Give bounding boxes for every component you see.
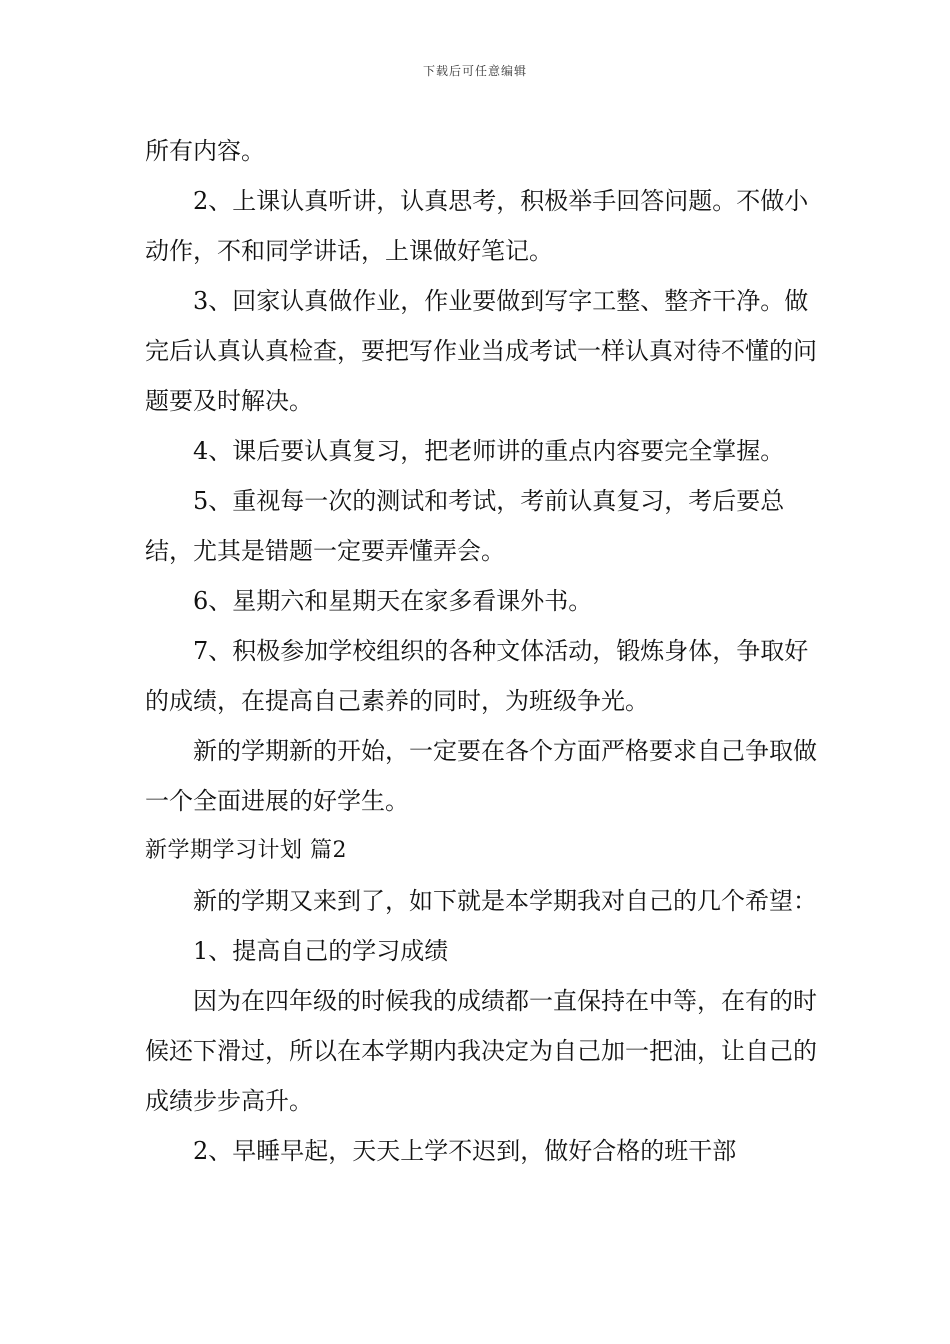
paragraph: 7、积极参加学校组织的各种文体活动，锻炼身体，争取好的成绩，在提高自己素养的同时，为班级争光。 [145, 637, 809, 715]
paragraph: 3、回家认真做作业，作业要做到写字工整、整齐干净。做完后认真认真检查，要把写作业当成考试一样认真对待不懂的问题要及时解决。 [145, 287, 817, 415]
paragraph: 新的学期又来到了，如下就是本学期我对自己的几个希望： [193, 887, 817, 915]
page-header: 下载后可任意编辑 [422, 64, 527, 78]
paragraph: 1、提高自己的学习成绩 [193, 937, 449, 965]
paragraph: 6、星期六和星期天在家多看课外书。 [193, 587, 593, 615]
paragraph: 4、课后要认真复习，把老师讲的重点内容要完全掌握。 [193, 437, 785, 465]
paragraph: 因为在四年级的时候我的成绩都一直保持在中等，在有的时候还下滑过，所以在本学期内我决定为自己加一把油，让自己的成绩步步高升。 [145, 987, 817, 1115]
paragraph: 新的学期新的开始，一定要在各个方面严格要求自己争取做一个全面进展的好学生。 [145, 737, 817, 815]
paragraph: 5、重视每一次的测试和考试，考前认真复习，考后要总结，尤其是错题一定要弄懂弄会。 [145, 487, 785, 565]
document-body [145, 126, 825, 1176]
paragraph: 2、早睡早起，天天上学不迟到，做好合格的班干部 [193, 1137, 737, 1165]
section-heading: 新学期学习计划 篇2 [145, 838, 347, 863]
paragraph: 2、上课认真听讲，认真思考，积极举手回答问题。不做小动作，不和同学讲话，上课做好笔记。 [145, 187, 809, 265]
paragraph: 所有内容。 [145, 137, 265, 165]
